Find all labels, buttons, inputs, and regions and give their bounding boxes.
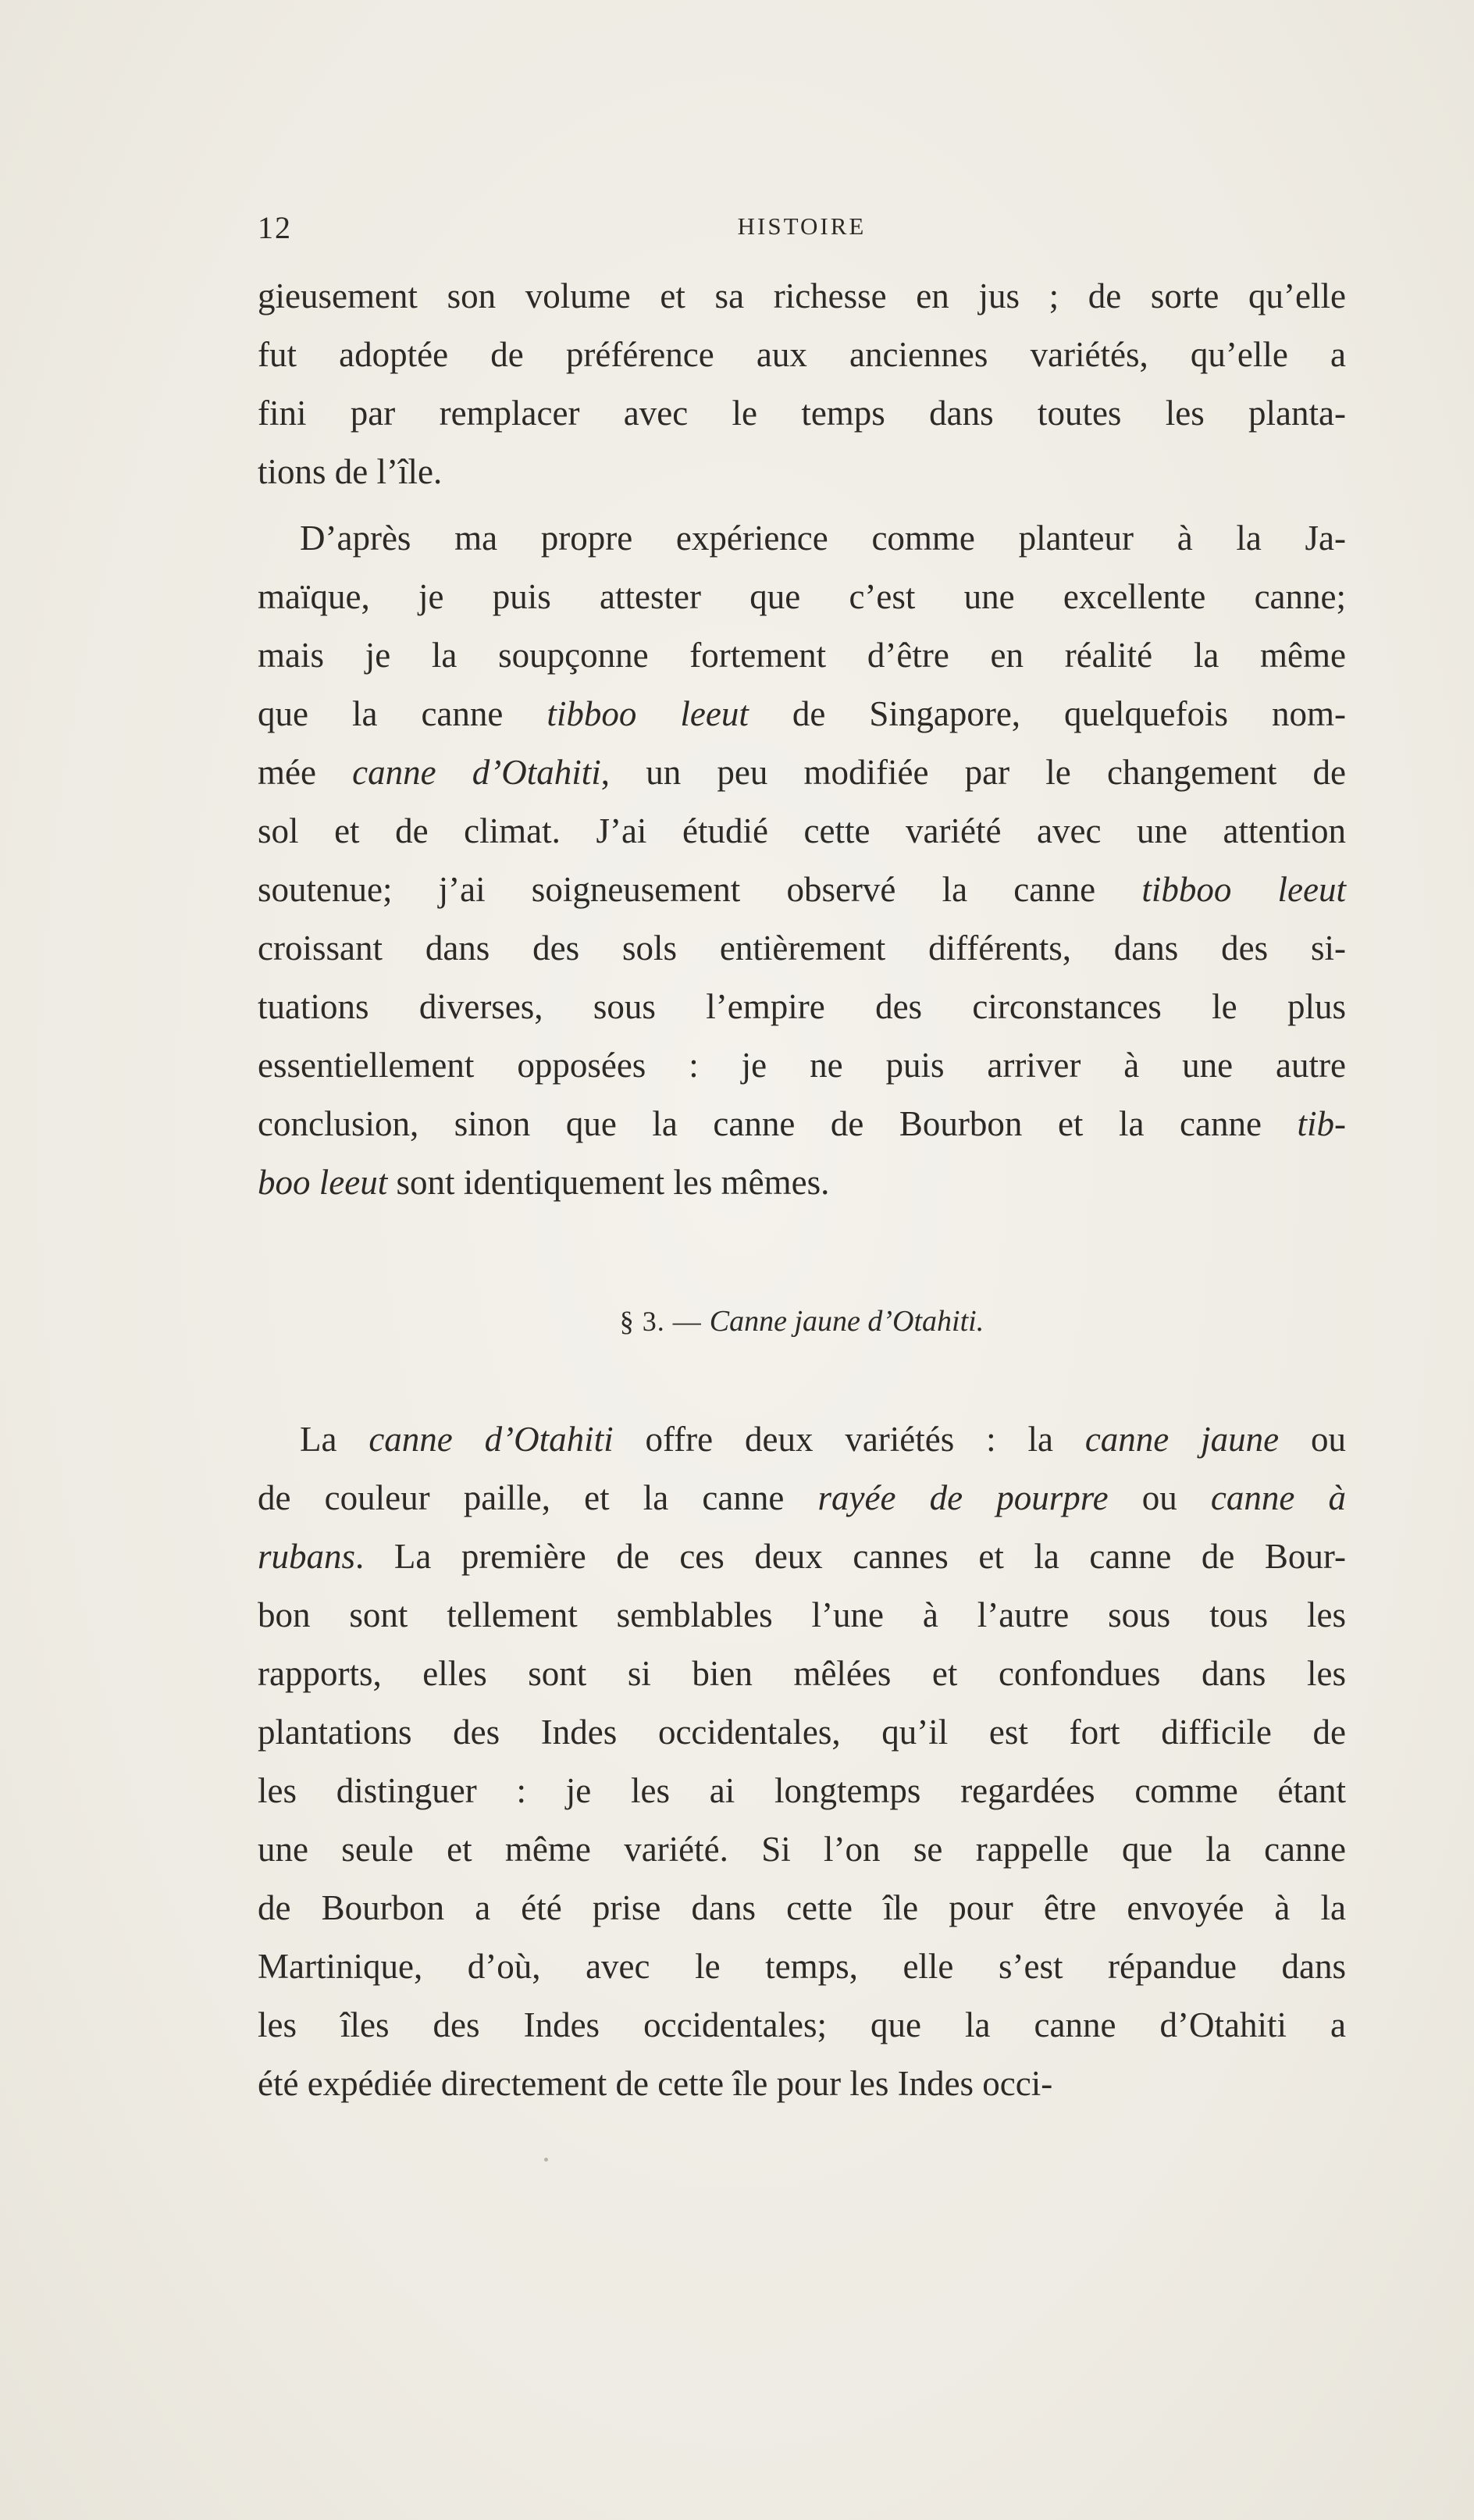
- text-line: [258, 1095, 1346, 1153]
- text-line: [258, 685, 1346, 743]
- text-run: La: [300, 1420, 369, 1459]
- text-run: Martinique, d’où, avec le temps, elle s’est répandue dans: [258, 1947, 1346, 1986]
- text-run: soutenue; j’ai soigneusement observé la canne: [258, 870, 1142, 909]
- text-run: . La première de ces deux cannes et la canne de Bour-: [355, 1537, 1346, 1576]
- text-line: [258, 1645, 1346, 1703]
- text-line: [258, 1996, 1346, 2055]
- paragraph-2: [258, 509, 1346, 1212]
- text-run: été expédiée directement de cette île pour les Indes occi-: [258, 2064, 1053, 2103]
- text-line: [258, 1036, 1346, 1095]
- text-line: [258, 443, 1346, 501]
- italic-term: canne jaune: [1084, 1420, 1280, 1459]
- paragraph-1: [258, 267, 1346, 501]
- text-line: [258, 384, 1346, 443]
- text-run: ou: [1279, 1420, 1346, 1459]
- text-line: [258, 509, 1346, 568]
- text-line: [258, 978, 1346, 1036]
- italic-term: tibboo leeut: [1141, 870, 1346, 909]
- section-heading: [258, 1304, 1346, 1338]
- text-run: essentiellement opposées : je ne puis arriver à une autre: [258, 1046, 1346, 1085]
- italic-term: rayée de pourpre: [817, 1478, 1109, 1517]
- text-run: une seule et même variété. Si l’on se rappelle que la canne: [258, 1830, 1346, 1869]
- text-line: [258, 802, 1346, 861]
- page-number: 12: [258, 210, 292, 245]
- italic-term: tib-: [1297, 1104, 1346, 1143]
- italic-term: boo leeut: [258, 1163, 388, 1202]
- text-line: [258, 861, 1346, 919]
- text-line: [258, 326, 1346, 384]
- paragraph-3: [258, 1410, 1346, 2113]
- text-run: croissant dans des sols entièrement différents, dans des si-: [258, 929, 1346, 968]
- text-run: de couleur paille, et la canne: [258, 1478, 818, 1517]
- italic-term: rubans: [258, 1537, 356, 1576]
- italic-term: canne d’Otahiti: [352, 753, 601, 792]
- text-line: [258, 1469, 1346, 1527]
- text-run: de Bourbon a été prise dans cette île pour être envoyée à la: [258, 1888, 1346, 1927]
- text-line: [258, 2055, 1346, 2113]
- text-run: fut adoptée de préférence aux anciennes variétés, qu’elle a: [258, 335, 1346, 374]
- text-run: gieusement son volume et sa richesse en jus ; de sorte qu’elle: [258, 276, 1346, 315]
- text-run: que la canne: [258, 694, 547, 733]
- text-line: [258, 1703, 1346, 1762]
- text-run: les îles des Indes occidentales; que la canne d’Otahiti a: [258, 2005, 1346, 2044]
- text-line: [258, 1937, 1346, 1996]
- page-header: [258, 209, 1346, 248]
- text-line: [258, 626, 1346, 685]
- text-run: de Singapore, quelquefois nom-: [748, 694, 1346, 733]
- section-title: Canne jaune d’Otahiti.: [709, 1305, 984, 1338]
- text-line: [258, 1410, 1346, 1469]
- text-line: [258, 568, 1346, 626]
- text-line: [258, 919, 1346, 978]
- section-number: § 3. —: [619, 1306, 702, 1337]
- text-run: fini par remplacer avec le temps dans toutes les planta-: [258, 394, 1346, 433]
- text-run: tions de l’île.: [258, 452, 443, 491]
- text-line: [258, 1586, 1346, 1645]
- text-line: [258, 1820, 1346, 1879]
- italic-term: tibboo leeut: [547, 694, 749, 733]
- running-title: HISTOIRE: [737, 212, 867, 240]
- text-line: [258, 743, 1346, 802]
- text-run: offre deux variétés : la: [613, 1420, 1085, 1459]
- italic-term: canne d’Otahiti: [368, 1420, 614, 1459]
- text-run: rapports, elles sont si bien mêlées et confondues dans les: [258, 1654, 1346, 1693]
- text-line: [258, 1762, 1346, 1820]
- text-run: plantations des Indes occidentales, qu’il est fort difficile de: [258, 1713, 1346, 1752]
- text-line: [258, 267, 1346, 326]
- text-line: [258, 1879, 1346, 1937]
- text-run: les distinguer : je les ai longtemps regardées comme étant: [258, 1771, 1346, 1810]
- text-run: D’après ma propre expérience comme planteur à la Ja-: [300, 519, 1346, 558]
- text-run: , un peu modifiée par le changement de: [600, 753, 1346, 792]
- text-run: maïque, je puis attester que c’est une excellente canne;: [258, 577, 1346, 616]
- text-line: [258, 1527, 1346, 1586]
- text-run: mée: [258, 753, 353, 792]
- text-run: tuations diverses, sous l’empire des circonstances le plus: [258, 987, 1346, 1026]
- ink-speck: [544, 2158, 548, 2162]
- text-run: sont identiquement les mêmes.: [387, 1163, 830, 1202]
- text-run: sol et de climat. J’ai étudié cette variété avec une attention: [258, 811, 1346, 850]
- text-run: mais je la soupçonne fortement d’être en réalité la même: [258, 636, 1346, 675]
- italic-term: canne à: [1210, 1478, 1347, 1517]
- text-run: bon sont tellement semblables l’une à l’autre sous tous les: [258, 1595, 1346, 1634]
- text-run: conclusion, sinon que la canne de Bourbon et la canne: [258, 1104, 1298, 1143]
- text-run: ou: [1108, 1478, 1211, 1517]
- text-line: [258, 1153, 1346, 1212]
